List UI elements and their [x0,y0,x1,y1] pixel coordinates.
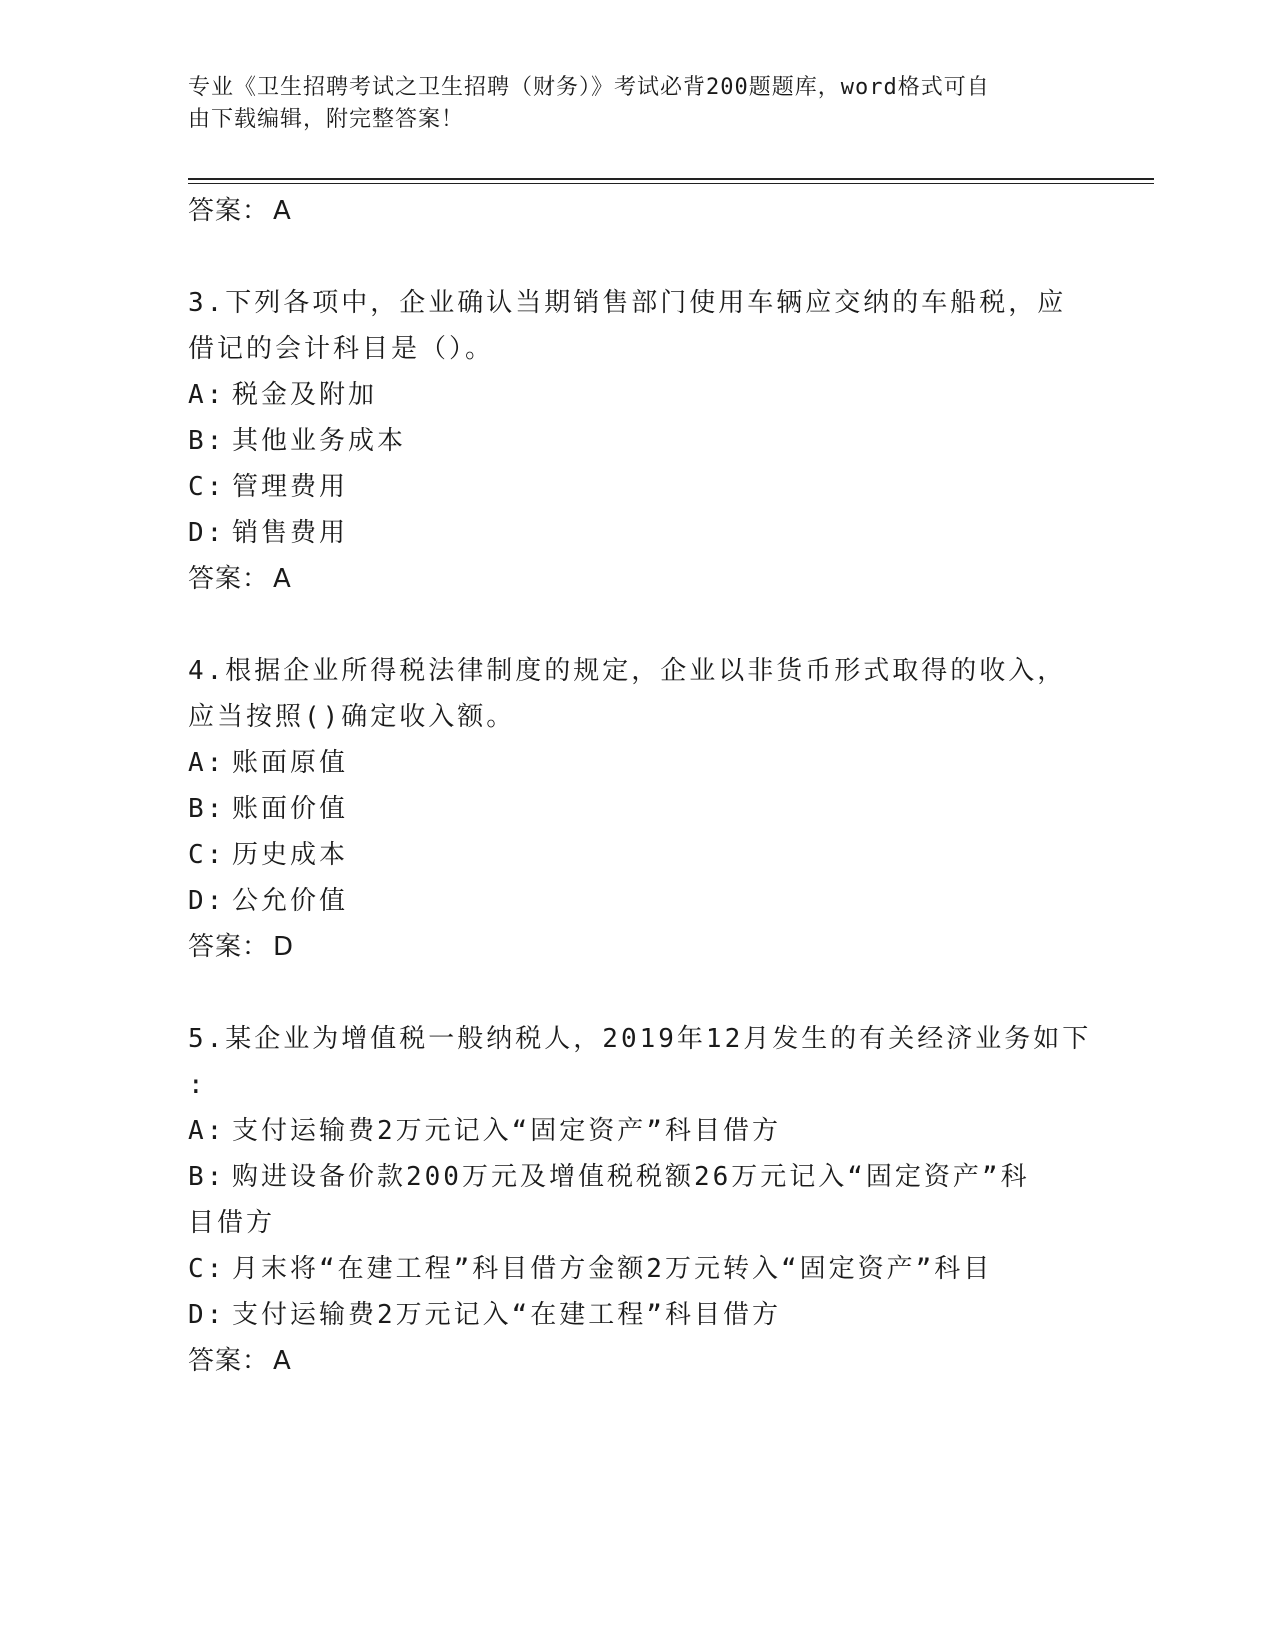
option-b-continued: 目借方 [188,1208,276,1238]
question-stem: 3.下列各项中，企业确认当期销售部门使用车辆应交纳的车船税，应 [188,288,1067,318]
question-block [188,280,1088,602]
answer-line [188,924,1088,970]
option-d [188,1292,1088,1338]
document-header [188,72,1068,136]
answer-value: A [273,196,292,226]
answer-label: 答案： [188,1346,270,1376]
answer-line [188,1338,1088,1384]
option-text: 管理费用 [232,472,349,502]
option-letter: B: [188,794,226,824]
header-line-2: 由下载编辑，附完整答案！ [188,107,465,132]
option-letter: B: [188,426,226,456]
header-divider-thin [188,183,1154,184]
answer-value: A [273,564,292,594]
option-text: 购进设备价款200万元及增值税税额26万元记入“固定资产”科 [232,1162,1030,1192]
option-text: 账面价值 [232,794,349,824]
option-d [188,510,1088,556]
option-d [188,878,1088,924]
answer-label: 答案： [188,564,270,594]
option-text: 销售费用 [232,518,349,548]
option-b [188,1154,1088,1200]
option-text: 历史成本 [232,840,349,870]
option-letter: C: [188,1254,226,1284]
option-b [188,418,1088,464]
option-a [188,1108,1088,1154]
question-stem-continued: 应当按照()确定收入额。 [188,702,516,732]
option-c [188,832,1088,878]
option-text: 月末将“在建工程”科目借方金额2万元转入“固定资产”科目 [232,1254,993,1284]
option-letter: A: [188,380,226,410]
question-block [188,1016,1092,1384]
header-line-1: 专业《卫生招聘考试之卫生招聘（财务）》考试必背200题题库，word格式可自 [188,75,990,100]
option-c [188,1246,1088,1292]
question-stem: 4.根据企业所得税法律制度的规定，企业以非货币形式取得的收入， [188,656,1067,686]
answer-label: 答案： [188,932,270,962]
option-text: 税金及附加 [232,380,378,410]
option-text: 支付运输费2万元记入“固定资产”科目借方 [232,1116,781,1146]
question-stem: 5.某企业为增值税一般纳税人，2019年12月发生的有关经济业务如下 [188,1024,1092,1054]
option-a [188,740,1088,786]
question-stem-continued: 借记的会计科目是（）。 [188,334,495,364]
option-letter: D: [188,518,226,548]
answer-label: 答案： [188,196,270,226]
answer-value: D [273,932,295,962]
option-text: 其他业务成本 [232,426,407,456]
answer-line [188,188,1088,234]
option-a [188,372,1088,418]
option-letter: C: [188,472,226,502]
answer-line [188,556,1088,602]
question-block [188,648,1088,970]
question-stem-continued: : [188,1070,207,1100]
option-c [188,464,1088,510]
header-divider-thick [188,178,1154,180]
option-letter: B: [188,1162,226,1192]
option-text: 账面原值 [232,748,349,778]
option-letter: D: [188,1300,226,1330]
option-letter: A: [188,748,226,778]
option-letter: D: [188,886,226,916]
option-b [188,786,1088,832]
question-list [188,188,1092,1384]
answer-value: A [273,1346,292,1376]
option-letter: C: [188,840,226,870]
option-text: 公允价值 [232,886,349,916]
option-text: 支付运输费2万元记入“在建工程”科目借方 [232,1300,781,1330]
option-letter: A: [188,1116,226,1146]
